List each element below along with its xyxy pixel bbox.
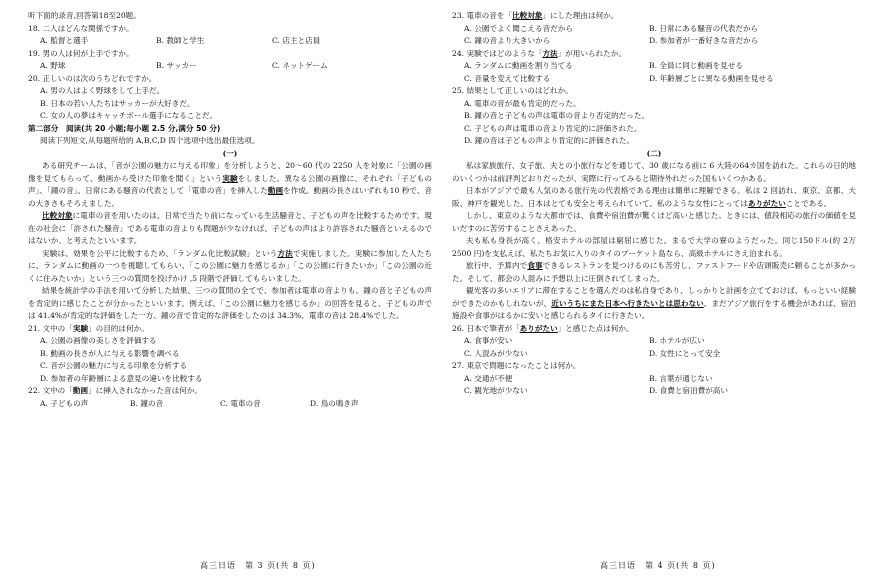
- question-27-options-ab: [452, 373, 856, 386]
- option: B. 鐘の音: [130, 398, 164, 408]
- question-25: 25. 結果として正しいのはどれか。: [452, 86, 573, 95]
- option: B. 日常にある騒音の代表だから: [649, 23, 759, 33]
- option: D. 食費と宿泊費が高い: [649, 386, 728, 395]
- question-24-options-cd: [452, 73, 856, 86]
- question-20: 20. 正しいのは次のうちどれですか。: [28, 73, 157, 83]
- option: D. 鳥の鳴き声: [310, 398, 359, 408]
- option: C. 子どもの声は電車の音より肯定的に評価された。: [464, 123, 642, 133]
- option: C. 観光地が少ない: [464, 386, 528, 395]
- option: C. ネットゲーム: [272, 61, 328, 70]
- paragraph-2: 比較対象に電車の音を用いたのは、日常で当たり前になっている生活騒音と、子どもの声を比較するためです。現在の社会に「許された騒音」である電車の音よりも問題が少なければ、子どもの声はより許容された騒音といえるのではないか、と考えたといいます。: [28, 211, 432, 245]
- question-18-options: [28, 35, 432, 48]
- question-22: 22. 文中の「動画」に挿入されなかった音は何か。: [28, 386, 202, 395]
- question-22-options: [28, 398, 432, 411]
- option: A. 男の人はよく野球をして上手だ。: [40, 86, 165, 95]
- question-26-options-ab: [452, 335, 856, 348]
- option: B. 言葉が通じない: [649, 373, 713, 383]
- question-23-options-cd: [452, 35, 856, 48]
- option: D. 参加者の年齢層による意見の違いを比較する: [40, 373, 203, 383]
- question-23-options-ab: [452, 23, 856, 36]
- part2-title: 第二部分 阅读(共 20 小题;每小题 2.5 分,满分 50 分): [28, 123, 221, 133]
- option: C. 店主と店員: [272, 36, 321, 45]
- question-19: 19. 男の人は何が上手ですか。: [28, 48, 134, 58]
- question-27: 27. 東京で問題になったことは何か。: [452, 361, 581, 370]
- paragraph-10: 観光客の多いエリアに滞在することを選んだのは私自身であり、しっかりと計画を立てておけば、もっといい経験ができたのかもしれないが、近いうちにまた日本へ行きたいとは思わない。まだアジア旅行をする機会があれば、宿泊施設や食事がはるかに安いと感じられるタイに行きたい。: [452, 286, 857, 320]
- paragraph-4: 結果を統計学の手法を用いて分析した結果、三つの質問の全てで、参加者は電車の音よりも、鐘の音と子どもの声を肯定的に感じたことが分かったといいます。例えば、「この公園に魅力を感じるか」の回答を見ると、子どもの声では 41.4%が肯定的な評価をした一方、鐘の音で肯定的な評価をしたのは 34.3%、電車の音は 28.4%でした。: [28, 286, 433, 320]
- option: C. 人混みが少ない: [464, 348, 528, 358]
- option: C. 音量を変えて比較する: [464, 73, 551, 83]
- keyword-hikaku: 比較対象: [42, 211, 73, 220]
- paragraph-7: しかし、東京のような大都市では、食費や宿泊費が驚くほど高いと感じた。ときには、値段相応の旅行の価値を見いだすのに苦労することさえあった。: [452, 211, 856, 233]
- question-24-options-ab: [452, 60, 856, 73]
- page-footer-right: 高三日语 第 4 页(共 8 页): [600, 560, 716, 570]
- question-23: 23. 電車の音を「比較対象」にした理由は何か。: [452, 11, 619, 20]
- section-heading-1: (一): [222, 148, 238, 158]
- listening-instruction: 听下面的录音,回答第18至20题。: [28, 11, 141, 20]
- question-26-options-cd: [452, 348, 856, 361]
- option: A. 子どもの声: [40, 398, 89, 408]
- keyword-jikken: 実験: [222, 173, 238, 183]
- section-heading-2: (二): [646, 148, 662, 158]
- question-27-options-cd: [452, 385, 856, 398]
- option: B. 教師と学生: [156, 36, 205, 45]
- option: A. 野球: [40, 61, 66, 70]
- option: A. 交通が不便: [464, 373, 513, 383]
- question-19-options: [28, 60, 432, 73]
- paragraph-8: 夫も私も身長が高く、格安ホテルの部屋は窮屈に感じた。まるで大学の寮のようだった。同じ150ドル(約 2万 2500 円)を支払えば、私たちお気に入りのタイのプーケット島なら、高級ホテルにさえ泊まれる。: [452, 236, 857, 258]
- question-24: 24. 実験ではどのような「方法」が用いられたか。: [452, 48, 626, 58]
- question-26: 26. 日本で筆者が「ありがたい」と感じた点は何か。: [452, 323, 634, 333]
- paragraph-6: 日本がアジアで最も人気のある旅行先の代表格である理由は簡単に理解できる。私は 2 回訪れ、東京、京都、大阪、神戸を観光した。日本はとても安全と考えられていて、私のような女性にとってはありがたいことである。: [452, 186, 856, 208]
- option: D. 参加者が一番好きな音だから: [649, 36, 759, 45]
- option: C. 女の人の夢はキャッチボール選手になることだ。: [40, 111, 218, 120]
- option: A. 食事が安い: [464, 336, 513, 345]
- underlined-phrase: 近いうちにまた日本へ行きたいとは思: [551, 298, 681, 308]
- keyword-douga: 動画: [267, 186, 284, 195]
- option: A. 公園でよく聞こえる音だから: [464, 23, 574, 33]
- option: A. 公園の画像の美しさを評価する: [40, 336, 157, 345]
- paragraph-3: 実験は、効果を公平に比較するため、「ランダム化比較試験」という方法で実施しました。実験に参加した人たちに、ランダムに動画の一つを視聴してもらい、「この公園に魅力を感じるか」「この公園に行きたいか」「この公園の近くに住みたいか」という三つの質問を投げかけ ,5 段階で評価してもらいました。: [28, 248, 433, 283]
- option: D. 鐘の音は子どもの声より肯定的に評価された。: [464, 136, 635, 145]
- option: B. ホテルが広い: [649, 336, 705, 345]
- right-page: [452, 10, 856, 556]
- option: D. 女性にとって安全: [649, 348, 721, 358]
- part2-instruction: 阅读下列短文,从每题所给的 A,B,C,D 四个选项中选出最佳选项。: [40, 136, 260, 145]
- option: B. 鐘の音と子どもの声は電車の音より否定的だった。: [464, 111, 650, 120]
- option: B. サッカー: [156, 61, 197, 70]
- keyword-houhou: 方法: [277, 248, 293, 258]
- paragraph-5: 私は家族旅行、女子旅、夫との小旅行などを通じて、30 歳になる前に 6 大陸の64カ国を訪れた。これらの日的地のいくつかは前評判どおりだったが、実際に行ってみると期待外れだった国もいくつかある。: [452, 161, 856, 183]
- option: A. 監督と選手: [40, 36, 89, 45]
- paragraph-9: 旅行中、予算内で食事できるレストランを見つけるのにも苦労し、ファストフードや店頭販売に頼ることが多かった。そして、都会の人混みに予想以上に圧倒されてしまった。: [452, 261, 857, 283]
- left-page: [28, 10, 432, 556]
- keyword-arigatai: ありがたい: [747, 198, 786, 208]
- question-18: 18. 二人はどんな関係ですか。: [28, 23, 134, 33]
- option: A. ランダムに動画を割り当てる: [464, 61, 573, 70]
- option: A. 電車の音が最も肯定的だった。: [464, 98, 581, 108]
- underlined-phrase-end: わない: [680, 298, 704, 308]
- paragraph-1: ある研究チームは、「音が公園の魅力に与える印象」を分析しようと、20～60 代の 2250 人を対象に「公園の画像を見てもらって、動画から受けた印象を聞く」という実験をしました。異なる公園の画像に、それぞれ「子どもの声」、「鐘の音」、日常にある騒音の代表として「電車の音」を挿入した動画を作成。動画の長さはいずれも10 秒で、音の大きさもそろえました。: [28, 161, 433, 208]
- option: C. 電車の音: [220, 398, 261, 408]
- option: D. 年齢層ごとに異なる動画を見せる: [649, 73, 774, 83]
- page-footer-left: 高三日语 第 3 页(共 8 页): [200, 560, 316, 570]
- option: B. 全員に同じ動画を見せる: [649, 61, 743, 70]
- keyword-shokuji: 食事: [527, 261, 543, 270]
- question-21: 21. 文中の「実験」の目的は何か。: [28, 323, 149, 333]
- option: B. 日本の若い人たちはサッカーが大好きだ。: [40, 98, 195, 108]
- option: C. 鐘の音より大きいから: [464, 36, 551, 45]
- option: B. 動画の長さが人に与える影響を調べる: [40, 348, 180, 358]
- option: C. 音が公園の魅力に与える印象を分析する: [40, 361, 188, 370]
